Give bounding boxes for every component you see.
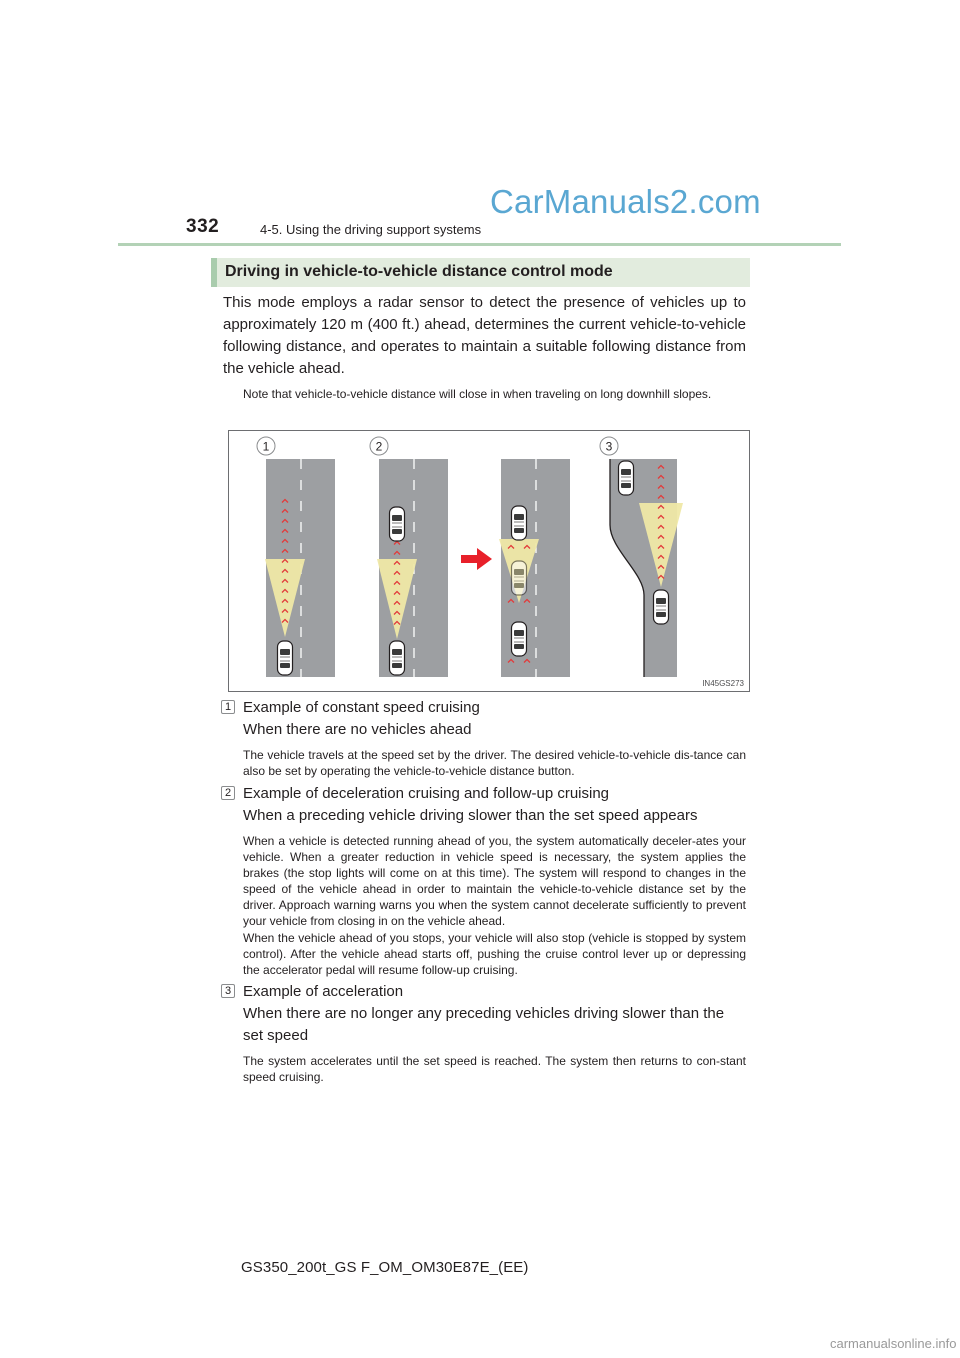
item-description-3: The system accelerates until the set speed is reached. The system then returns to con-stant speed cruising.: [243, 1054, 746, 1084]
road-2: [377, 459, 448, 677]
figure-code: IN45GS273: [702, 679, 744, 688]
item-number-1: 1: [221, 700, 235, 714]
item-description-2: When a vehicle is detected running ahead of you, the system automatically deceler-ates your vehicle. When a greater reduction in vehicle speed is necessary, the system applies the brakes (the stop lights will come on at this time). The system will respond to changes in the speed of the vehicle ahead in order to maintain the vehicle-to-vehicle distance set by the driver. Approach warning warns you when the system cannot decelerate sufficiently to prevent your vehicle from closing in on the vehicle ahead.: [243, 834, 746, 928]
transition-arrow: [461, 548, 492, 570]
item-subtitle-3: When there are no longer any preceding vehicles driving slower than the set speed: [243, 1005, 725, 1044]
svg-text:1: 1: [262, 439, 270, 454]
road-3: [499, 459, 570, 677]
road-4: [610, 459, 683, 677]
item-number-2: 2: [221, 786, 235, 800]
note-paragraph: Note that vehicle-to-vehicle distance will close in when traveling on long downhill slopes.: [243, 387, 712, 401]
svg-text:3: 3: [605, 439, 613, 454]
cruise-diagram-graphic: [229, 431, 749, 691]
document-code: GS350_200t_GS F_OM_OM30E87E_(EE): [241, 1259, 529, 1276]
callout-3: [600, 437, 618, 455]
item-number-3: 3: [221, 984, 235, 998]
running-head: 4-5. Using the driving support systems: [260, 222, 482, 237]
item-title-2: Example of deceleration cruising and follow-up cruising: [243, 785, 610, 802]
svg-text:2: 2: [375, 439, 383, 454]
item-title-1: Example of constant speed cruising: [243, 699, 480, 716]
section-title: Driving in vehicle-to-vehicle distance control mode: [225, 263, 613, 280]
callout-2: [370, 437, 388, 455]
item-description-1: The vehicle travels at the speed set by the driver. The desired vehicle-to-vehicle dis-tance can also be set by operating the vehicle-to-vehicle distance button.: [243, 748, 746, 778]
road-1: [265, 459, 335, 677]
item-subtitle-2: When a preceding vehicle driving slower than the set speed appears: [243, 807, 698, 824]
cruise-diagram: [228, 430, 750, 692]
header-rule: [118, 243, 841, 246]
item-subtitle-1: When there are no vehicles ahead: [243, 721, 472, 738]
site-mark: carmanualsonline.info: [830, 1336, 957, 1351]
callout-1: [257, 437, 275, 455]
item-description-2b: When the vehicle ahead of you stops, your vehicle will also stop (vehicle is stopped by system control). After the vehicle ahead starts off, pushing the cruise control lever up or depressing the accelerator pedal will resume follow-up cruising.: [243, 931, 746, 977]
intro-paragraph: This mode employs a radar sensor to detect the presence of vehicles up to approximately 120 m (400 ft.) ahead, determines the current vehicle-to-vehicle following distance, and operates to maintain a suitable following distance from the vehicle ahead.: [223, 294, 746, 377]
page-number: 332: [186, 216, 220, 237]
section-heading-bar: [211, 258, 750, 287]
watermark: CarManuals2.com: [490, 183, 761, 220]
item-title-3: Example of acceleration: [243, 983, 404, 1000]
